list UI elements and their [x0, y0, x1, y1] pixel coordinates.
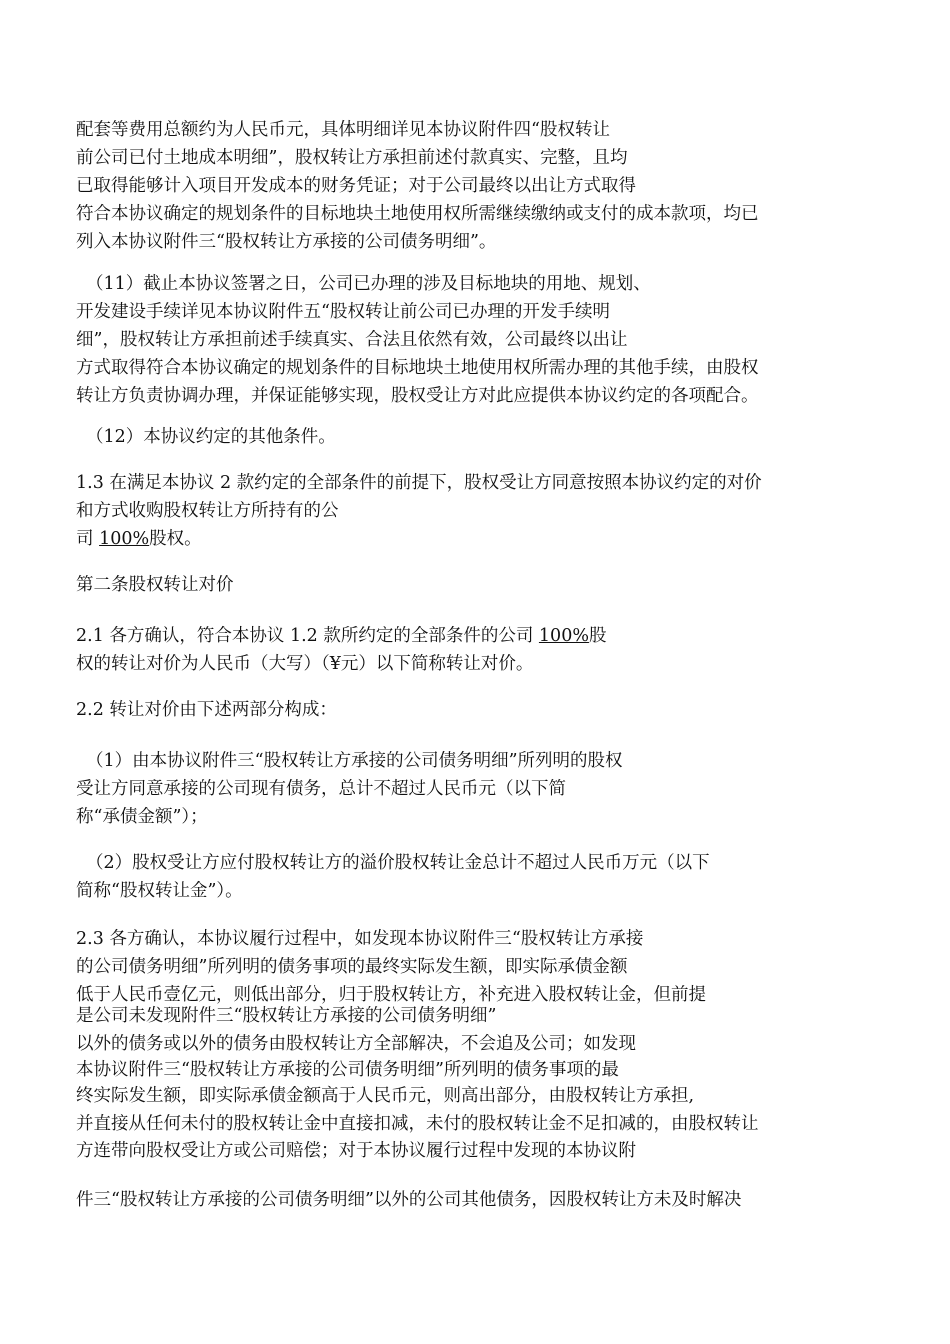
paragraph-line: 是公司未发现附件三“股权转让方承接的公司债务明细”	[76, 1006, 497, 1026]
paragraph-line: 细”，股权转让方承担前述手续真实、合法且依然有效，公司最终以出让	[76, 330, 628, 350]
underlined-percentage: 100%	[99, 529, 150, 549]
section-heading: 第二条股权转让对价	[76, 575, 234, 595]
paragraph-line: 转让方负责协调办理，并保证能够实现，股权受让方对此应提供本协议约定的各项配合。	[76, 386, 759, 406]
paragraph-line: 称“承债金额”）；	[76, 807, 208, 827]
paragraph-line: 并直接从任何未付的股权转让金中直接扣减，未付的股权转让金不足扣减的，由股权转让	[76, 1114, 759, 1134]
paragraph-line: 开发建设手续详见本协议附件五“股权转让前公司已办理的开发手续明	[76, 302, 610, 322]
paragraph-line: 低于人民币壹亿元，则低出部分，归于股权转让方，补充进入股权转让金，但前提	[76, 985, 706, 1005]
paragraph-line: 2.2 转让对价由下述两部分构成：	[76, 700, 337, 720]
paragraph-line: （2）股权受让方应付股权转让方的溢价股权转让金总计不超过人民币万元（以下	[86, 853, 710, 873]
paragraph-line: 已取得能够计入项目开发成本的财务凭证；对于公司最终以出让方式取得	[76, 176, 636, 196]
paragraph-line: 1.3 在满足本协议 2 款约定的全部条件的前提下，股权受让方同意按照本协议约定的对价	[76, 473, 762, 493]
paragraph-line: 本协议附件三“股权转让方承接的公司债务明细”所列明的债务事项的最	[76, 1060, 619, 1080]
paragraph-line: 的公司债务明细”所列明的债务事项的最终实际发生额，即实际承债金额	[76, 957, 628, 977]
paragraph-line	[76, 527, 202, 551]
paragraph-line: 和方式收购股权转让方所持有的公	[76, 501, 339, 521]
text-run: 股	[588, 626, 607, 646]
text-run: 股权。	[149, 529, 202, 549]
paragraph-line: （1）由本协议附件三“股权转让方承接的公司债务明细”所列明的股权	[86, 751, 623, 771]
underlined-percentage: 100%	[538, 626, 589, 646]
text-run: 2.1 各方确认，符合本协议 1.2 款所约定的全部条件的公司	[76, 626, 539, 646]
paragraph-line: （12）本协议约定的其他条件。	[86, 427, 336, 447]
paragraph-line: 终实际发生额，即实际承债金额高于人民币元，则高出部分，由股权转让方承担,	[76, 1086, 695, 1106]
paragraph-line: 列入本协议附件三“股权转让方承接的公司债务明细”。	[76, 232, 497, 252]
paragraph-line: 前公司已付土地成本明细”，股权转让方承担前述付款真实、完整，且均	[76, 148, 628, 168]
paragraph-line: 权的转让对价为人民币（大写）（¥元）以下简称转让对价。	[76, 654, 534, 674]
paragraph-line: （11）截止本协议签署之日，公司已办理的涉及目标地块的用地、规划、	[86, 274, 651, 294]
paragraph-line: 件三“股权转让方承接的公司债务明细”以外的公司其他债务，因股权转让方未及时解决	[76, 1190, 742, 1210]
paragraph-line: 以外的债务或以外的债务由股权转让方全部解决，不会追及公司；如发现	[76, 1034, 636, 1054]
paragraph-line: 方式取得符合本协议确定的规划条件的目标地块土地使用权所需办理的其他手续，由股权	[76, 358, 759, 378]
paragraph-line: 配套等费用总额约为人民币元，具体明细详见本协议附件四“股权转让	[76, 120, 610, 140]
paragraph-line: 方连带向股权受让方或公司赔偿；对于本协议履行过程中发现的本协议附	[76, 1141, 636, 1161]
paragraph-line: 简称“股权转让金”）。	[76, 881, 243, 901]
paragraph-line: 受让方同意承接的公司现有债务，总计不超过人民币元（以下简	[76, 779, 566, 799]
text-run: 司	[76, 529, 100, 549]
paragraph-line: 符合本协议确定的规划条件的目标地块土地使用权所需继续缴纳或支付的成本款项，均已	[76, 204, 759, 224]
paragraph-line	[76, 624, 606, 648]
paragraph-line: 2.3 各方确认，本协议履行过程中，如发现本协议附件三“股权转让方承接	[76, 929, 644, 949]
